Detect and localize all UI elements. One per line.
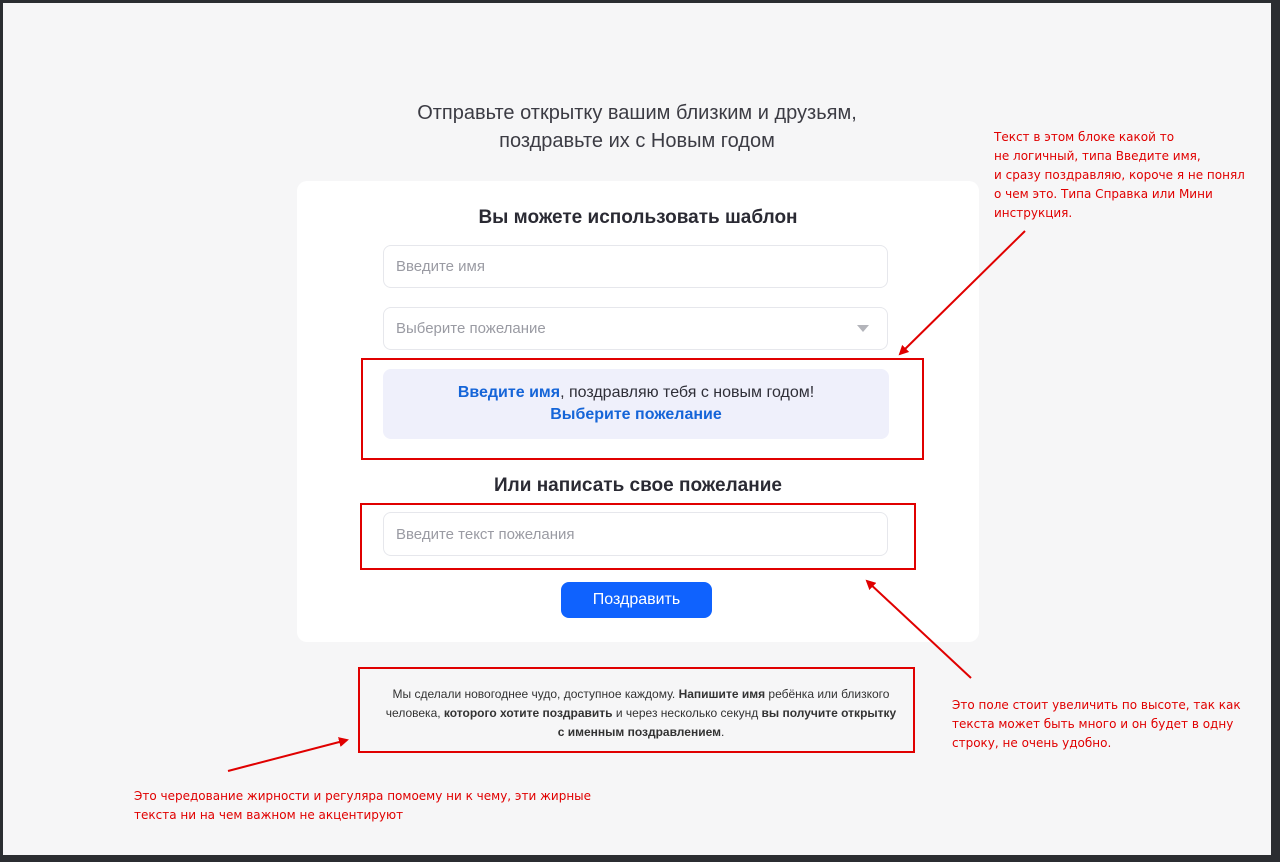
note1-line-1: Текст в этом блоке какой то	[994, 130, 1175, 144]
note2-line-2: текста может быть много и он будет в одну	[952, 717, 1234, 731]
info-text-bold-2: которого хотите поздравить	[443, 706, 613, 720]
note1-line-5: инструкция.	[994, 206, 1073, 220]
info-text-part-3: и через несколько секунд	[612, 706, 762, 720]
arrow-to-info-text	[228, 740, 347, 771]
info-text-part-2: ребёнка или близкого человека,	[385, 687, 890, 720]
preview-wish-token: Выберите пожелание	[550, 406, 722, 423]
template-section-title: Вы можете использовать шаблон	[478, 207, 798, 228]
congratulate-button[interactable]: Поздравить	[561, 582, 712, 618]
note1-line-2: не логичный, типа Введите имя,	[994, 149, 1201, 163]
page-canvas	[3, 3, 1271, 855]
note1-line-3: и сразу поздравляю, короче я не понял	[994, 168, 1245, 182]
info-text-part-4: .	[720, 725, 725, 739]
note1-line-4: о чем это. Типа Справка или Мини	[994, 187, 1213, 201]
note2-line-1: Это поле стоит увеличить по высоте, так как	[952, 698, 1241, 712]
note2-line-3: строку, не очень удобно.	[952, 736, 1112, 750]
annotation-arrows	[3, 3, 1271, 855]
preview-greeting-text: , поздравляю тебя с новым годом!	[560, 384, 815, 401]
heading-line-1: Отправьте открытку вашим близким и друзьям,	[417, 102, 857, 124]
custom-wish-section-title: Или написать свое пожелание	[494, 475, 782, 496]
info-text-part-1: Мы сделали новогоднее чудо, доступное каждому.	[392, 687, 679, 701]
info-text-bold-3: вы получите открытку с именным поздравлением	[557, 706, 897, 739]
note3-line-2: текста ни на чем важном не акцентируют	[134, 808, 404, 822]
note3-line-1: Это чередование жирности и регуляра помоему ни к чему, эти жирные	[134, 789, 592, 803]
arrow-to-custom-input	[867, 581, 971, 678]
wish-select-value: Выберите пожелание	[396, 320, 546, 337]
info-text-bold-1: Напишите имя	[678, 687, 766, 701]
preview-name-token: Введите имя	[457, 384, 561, 401]
heading-line-2: поздравьте их с Новым годом	[499, 130, 775, 152]
arrow-to-preview	[900, 231, 1025, 354]
